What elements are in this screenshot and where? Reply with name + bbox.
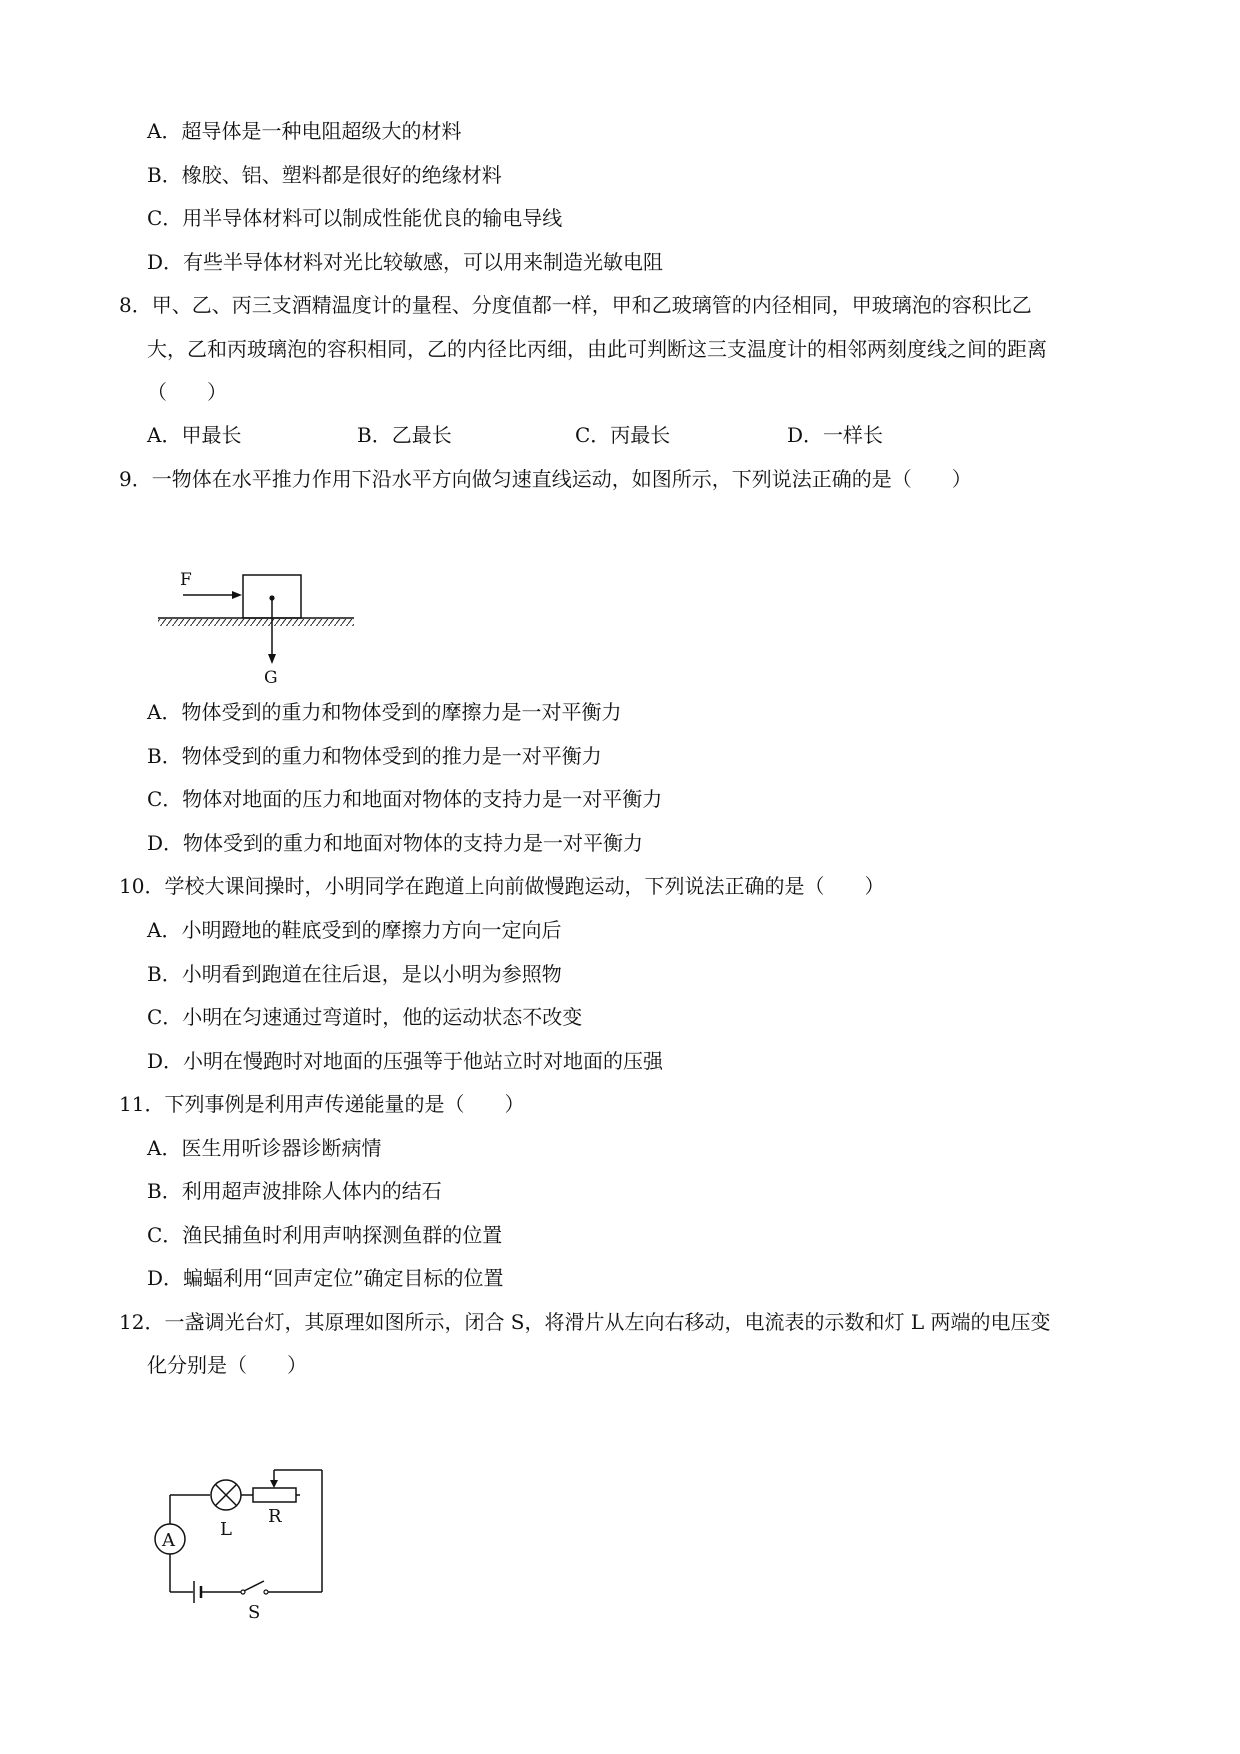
- q7-option-b: B．橡胶、铝、塑料都是很好的绝缘材料: [147, 163, 502, 187]
- q8-option-b: B．乙最长: [357, 423, 452, 447]
- switch-label: S: [248, 1602, 261, 1623]
- q9-option-d: D．物体受到的重力和地面对物体的支持力是一对平衡力: [147, 831, 644, 855]
- gravity-label-g: G: [264, 668, 278, 688]
- rheostat-label: R: [268, 1506, 282, 1527]
- q12-circuit-diagram: [145, 1450, 335, 1623]
- rheostat-symbol: [253, 1488, 296, 1502]
- q8-answer-blank: （ ）: [147, 380, 227, 404]
- q10-option-c: C．小明在匀速通过弯道时，他的运动状态不改变: [147, 1005, 583, 1029]
- q8-stem-line-1: 8．甲、乙、丙三支酒精温度计的量程、分度值都一样，甲和乙玻璃管的内径相同，甲玻璃泡的容积比乙: [119, 293, 1032, 317]
- q7-option-c: C．用半导体材料可以制成性能优良的输电导线: [147, 206, 563, 230]
- switch-contact-right: [264, 1590, 268, 1594]
- q7-option-d: D．有些半导体材料对光比较敏感，可以用来制造光敏电阻: [147, 250, 664, 274]
- q9-option-c: C．物体对地面的压力和地面对物体的支持力是一对平衡力: [147, 787, 663, 811]
- q8-option-d: D．一样长: [787, 423, 884, 447]
- q10-stem: 10．学校大课间操时，小明同学在跑道上向前做慢跑运动，下列说法正确的是（ ）: [119, 874, 885, 898]
- q9-stem: 9．一物体在水平推力作用下沿水平方向做匀速直线运动，如图所示，下列说法正确的是（ ）: [119, 467, 972, 491]
- q8-option-a: A．甲最长: [147, 423, 242, 447]
- q9-option-a: A．物体受到的重力和物体受到的摩擦力是一对平衡力: [147, 700, 622, 724]
- push-force-arrowhead: [232, 591, 242, 599]
- q10-option-b: B．小明看到跑道在往后退，是以小明为参照物: [147, 962, 562, 986]
- q12-stem-line-2: 化分别是（ ）: [147, 1353, 307, 1377]
- q12-stem-line-1: 12．一盏调光台灯，其原理如图所示，闭合 S，将滑片从左向右移动，电流表的示数和灯 L 两端的电压变: [119, 1310, 1051, 1334]
- q11-stem: 11．下列事例是利用声传递能量的是（ ）: [119, 1092, 525, 1116]
- q8-option-c: C．丙最长: [575, 423, 671, 447]
- lamp-label: L: [220, 1519, 232, 1540]
- q9-force-diagram: [150, 560, 360, 688]
- ammeter-label: A: [162, 1530, 175, 1551]
- slider-arrowhead: [270, 1480, 278, 1488]
- q11-option-c: C．渔民捕鱼时利用声呐探测鱼群的位置: [147, 1223, 503, 1247]
- q11-option-d: D．蝙蝠利用“回声定位”确定目标的位置: [147, 1266, 504, 1290]
- q8-options-row: [0, 421, 1240, 449]
- q11-option-a: A．医生用听诊器诊断病情: [147, 1136, 382, 1160]
- q11-option-b: B．利用超声波排除人体内的结石: [147, 1179, 442, 1203]
- gravity-arrowhead: [268, 654, 276, 664]
- q8-stem-line-2: 大，乙和丙玻璃泡的容积相同，乙的内径比丙细，由此可判断这三支温度计的相邻两刻度线之间的距离: [147, 337, 1047, 361]
- q10-option-a: A．小明蹬地的鞋底受到的摩擦力方向一定向后: [147, 918, 562, 942]
- q7-option-a: A．超导体是一种电阻超级大的材料: [147, 119, 462, 143]
- q9-option-b: B．物体受到的重力和物体受到的推力是一对平衡力: [147, 744, 602, 768]
- switch-blade: [244, 1581, 264, 1591]
- ground-hatch: [158, 619, 354, 626]
- force-label-f: F: [180, 570, 192, 590]
- q10-option-d: D．小明在慢跑时对地面的压强等于他站立时对地面的压强: [147, 1049, 664, 1073]
